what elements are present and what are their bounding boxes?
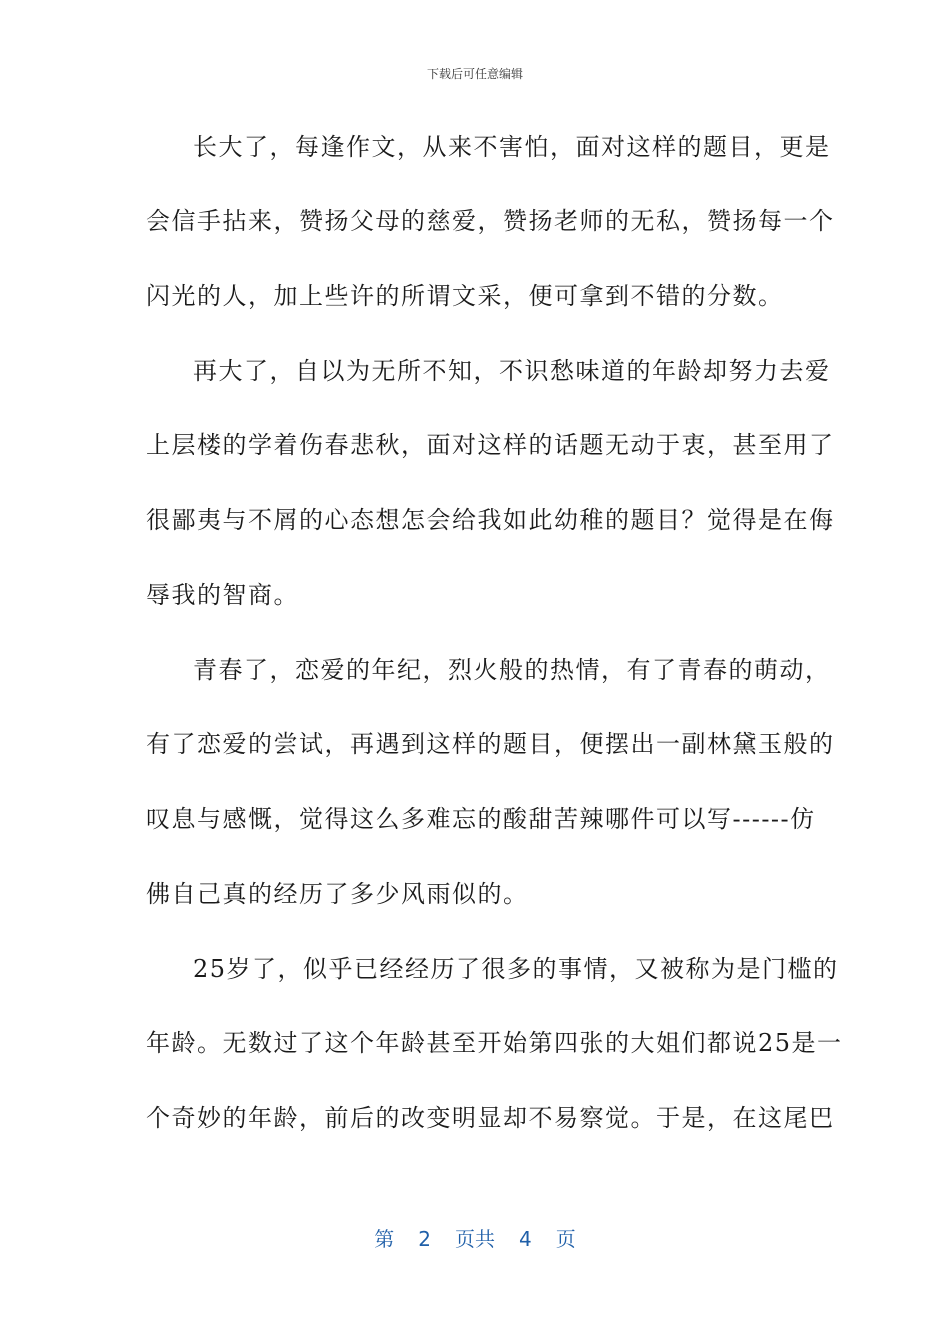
paragraph-4-line-3: 个奇妙的年龄，前后的改变明显却不易察觉。于是，在这尾巴 — [146, 1104, 835, 1132]
footer-prefix: 第 — [374, 1227, 395, 1251]
footer-middle: 页共 — [455, 1227, 495, 1251]
paragraph-4-line-2: 年龄。无数过了这个年龄甚至开始第四张的大姐们都说25是一 — [146, 1029, 843, 1057]
paragraph-2-line-3: 很鄙夷与不屑的心态想怎会给我如此幼稚的题目？觉得是在侮 — [146, 506, 835, 534]
paragraph-2-line-1: 再大了，自以为无所不知，不识愁味道的年龄却努力去爱 — [193, 357, 831, 385]
paragraph-4-line-1: 25岁了，似乎已经经历了很多的事情，又被称为是门槛的 — [193, 955, 839, 983]
paragraph-3-line-2: 有了恋爱的尝试，再遇到这样的题目，便摆出一副林黛玉般的 — [146, 730, 835, 758]
page-header: 下载后可任意编辑 — [426, 67, 523, 81]
paragraph-1-line-3: 闪光的人，加上些许的所谓文采，便可拿到不错的分数。 — [146, 282, 784, 310]
paragraph-3-line-1: 青春了，恋爱的年纪，烈火般的热情，有了青春的萌动， — [193, 656, 831, 684]
paragraph-2-line-2: 上层楼的学着伤春悲秋，面对这样的话题无动于衷，甚至用了 — [146, 431, 835, 459]
paragraph-2-line-4: 辱我的智商。 — [146, 581, 299, 609]
footer-total-pages: 4 — [519, 1227, 532, 1251]
page-footer — [0, 1225, 950, 1253]
footer-page-number: 2 — [418, 1227, 431, 1251]
paragraph-1-line-1: 长大了，每逢作文，从来不害怕，面对这样的题目，更是 — [193, 133, 831, 161]
footer-suffix: 页 — [555, 1227, 576, 1251]
paragraph-3-line-4: 佛自己真的经历了多少风雨似的。 — [146, 880, 529, 908]
paragraph-3-line-3: 叹息与感慨，觉得这么多难忘的酸甜苦辣哪件可以写------仿 — [146, 805, 816, 833]
paragraph-1-line-2: 会信手拈来，赞扬父母的慈爱，赞扬老师的无私，赞扬每一个 — [146, 207, 835, 235]
